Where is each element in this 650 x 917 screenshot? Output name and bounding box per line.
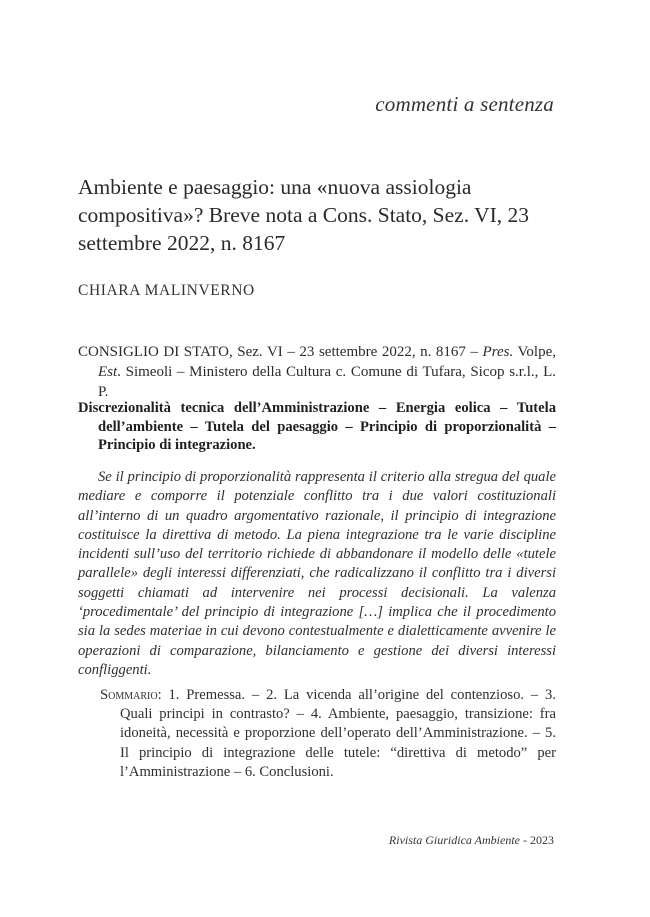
footer-separator: - xyxy=(520,833,530,847)
sommario xyxy=(100,686,556,782)
section-label: commenti a sentenza xyxy=(375,92,554,116)
article-title: Ambiente e paesaggio: una «nuova assiologia compositiva»? Breve nota a Cons. Stato, Sez. VI, 23 settembre 2022, n. 8167 xyxy=(78,175,530,255)
pres-label: Pres. xyxy=(482,344,514,360)
keywords: Discrezionalità tecnica dell’Amministrazione – Energia eolica – Tutela dell’ambiente – Tutela del paesaggio – Principio di proporzionalità – Principio di integrazione. xyxy=(78,400,556,453)
journal-year: 2023 xyxy=(530,833,554,847)
journal-name: Rivista Giuridica Ambiente xyxy=(388,833,520,847)
case-citation xyxy=(78,342,556,402)
court-name: CONSIGLIO DI STATO xyxy=(78,344,229,360)
sommario-text: : 1. Premessa. – 2. La vicenda all’origine del contenzioso. – 3. Quali principi in contrasto? – 4. Ambiente, paesaggio, transizione: fra idoneità, necessità e proporzione dell’operato dell’Amministrazione. – 5. Il principio di integrazione delle tutele: “direttiva di metodo” per l’Amministrazione – 6. Conclusioni. xyxy=(120,687,556,780)
est-label: Est xyxy=(98,364,118,380)
massima-paragraph: Se il principio di proporzionalità rappresenta il criterio alla stregua del quale mediare e comporre il potenziale conflitto tra i due valori costituzionali all’interno di un quadro argomentativo razionale, il principio di integrazione costituisce la direttiva di metodo. La piena integrazione tra le varie discipline incidenti sull’uso del territorio richiede di abbandonare il modello delle «tutele parallele» degli interessi differenziati, che radicalizzano il conflitto tra i diversi soggetti chiamati ad intervenire nei processi decisionali. La valenza ‘procedimentale’ del principio di integrazione […] implica che il procedimento sia la sedes materiae in cui devono contestualmente e dialetticamente avvenire le operazioni di comparazione, bilanciamento e gestione dei diversi interessi confliggenti. xyxy=(78,469,556,678)
case-details: , Sez. VI – 23 settembre 2022, n. 8167 – xyxy=(228,344,483,360)
article-author: CHIARA MALINVERNO xyxy=(78,282,255,299)
case-parties: . Simeoli – Ministero della Cultura c. Comune di Tufara, Sicop s.r.l., L. P. xyxy=(98,364,556,400)
sommario-label: Sommario xyxy=(100,687,158,703)
pres-name: Volpe, xyxy=(513,344,557,360)
page-footer xyxy=(389,833,554,848)
